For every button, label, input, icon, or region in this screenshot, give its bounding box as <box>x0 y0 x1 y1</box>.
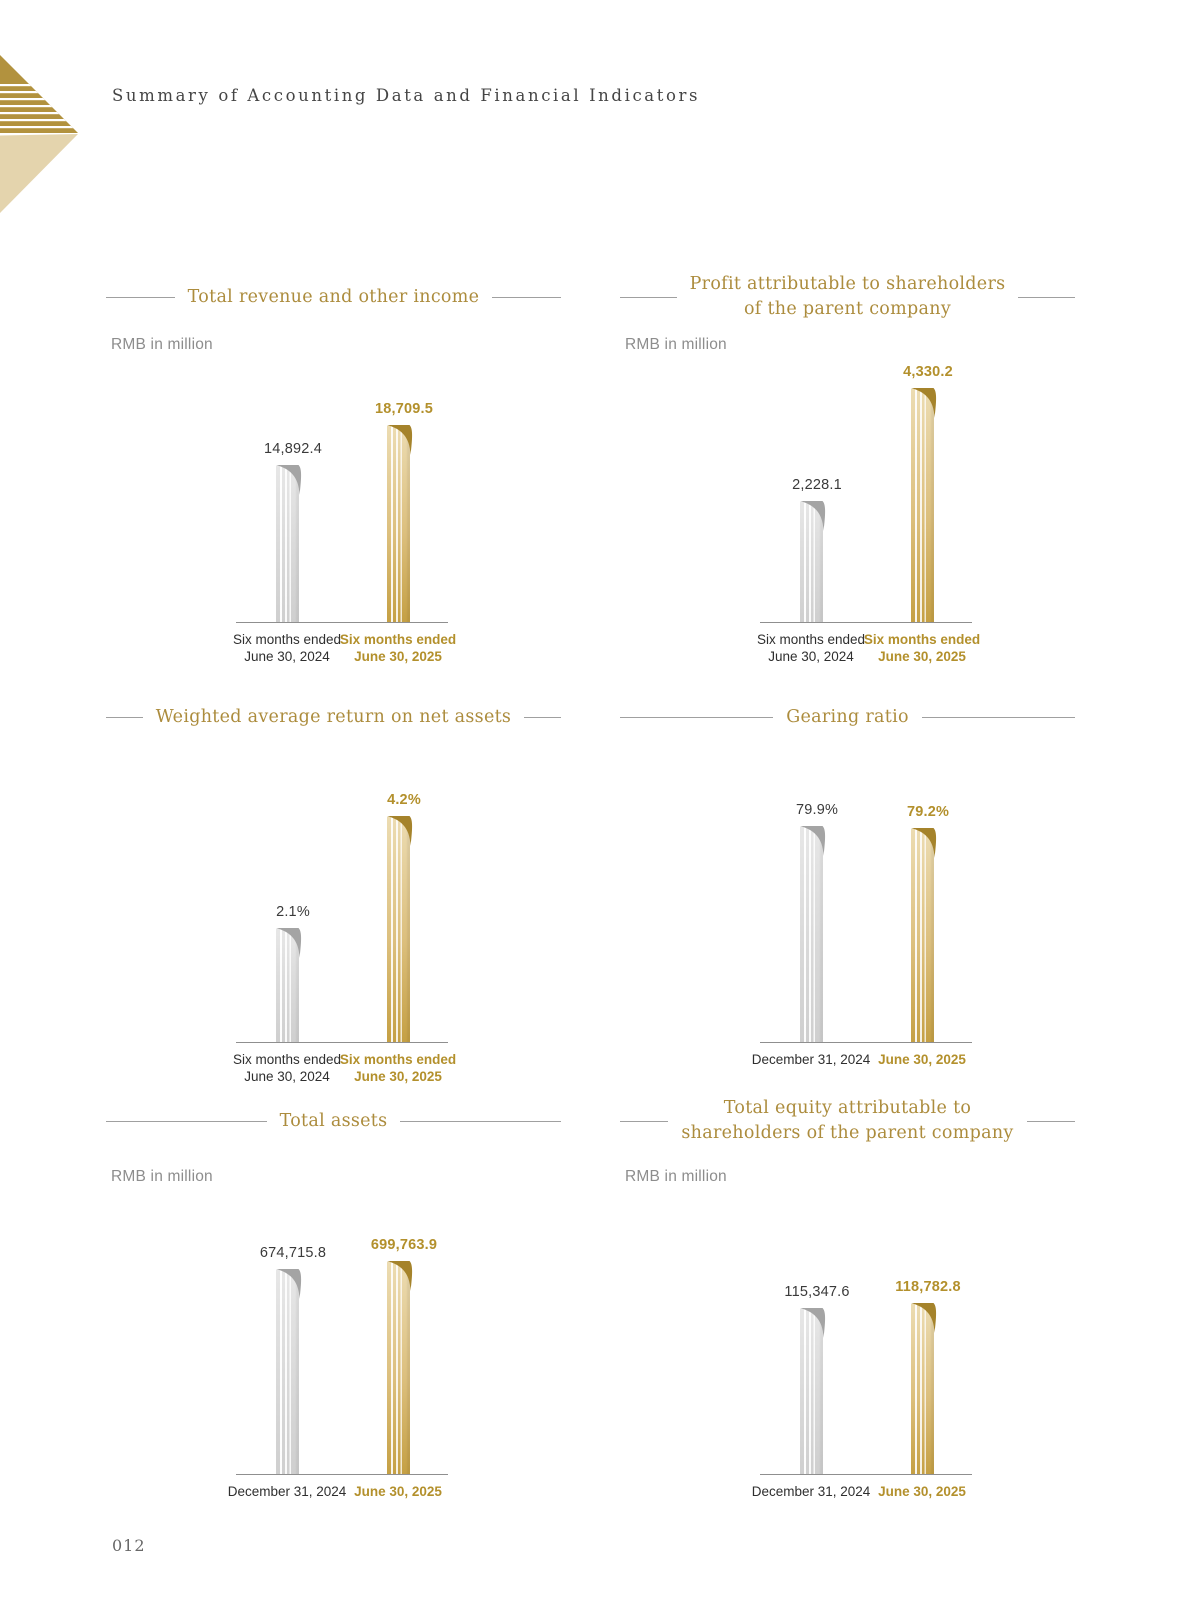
x-axis-label-2024: Six months ended June 30, 2024 <box>232 632 342 664</box>
x-axis-label-2024: Six months ended June 30, 2024 <box>232 1052 342 1084</box>
bar-value-label: 115,347.6 <box>784 1284 850 1300</box>
x-axis-line <box>760 1474 972 1475</box>
x-axis-label-2025: June 30, 2025 <box>354 1484 442 1499</box>
chart-title <box>188 285 480 310</box>
chart-unit-label: RMB in million <box>111 1168 213 1185</box>
bar-value-label: 14,892.4 <box>263 441 323 457</box>
bar-curl-ornament <box>800 826 828 858</box>
chart-title <box>786 705 909 730</box>
title-rule-right <box>1018 297 1075 298</box>
chart-plot-area <box>620 1210 1075 1475</box>
bar-curl-ornament <box>387 425 415 457</box>
chart-title-line: Profit attributable to shareholders <box>689 274 1006 294</box>
chart-total-revenue-and-other-income <box>106 268 561 668</box>
x-axis-label-2024: December 31, 2024 <box>751 1484 871 1499</box>
x-axis-line <box>760 1042 972 1043</box>
bar-curl-ornament <box>387 1261 415 1293</box>
title-rule-left <box>106 1121 267 1122</box>
bar-curl-ornament <box>911 1303 939 1335</box>
chart-total-assets <box>106 1092 561 1512</box>
chart-title-row <box>106 268 561 326</box>
decoration-beige-triangle <box>0 134 78 213</box>
bar-gray <box>276 929 299 1042</box>
bar-curl-ornament <box>911 828 939 860</box>
title-rule-right <box>524 717 561 718</box>
x-axis-line <box>236 622 448 623</box>
chart-title-row <box>620 268 1075 326</box>
x-axis-line <box>236 1042 448 1043</box>
bar-gray <box>800 1309 823 1474</box>
chart-profit-attributable-to-shareholders <box>620 268 1075 668</box>
chart-unit-label: RMB in million <box>111 336 213 353</box>
chart-plot-area <box>620 358 1075 623</box>
bar-curl-ornament <box>387 816 415 848</box>
chart-unit-label: RMB in million <box>625 336 727 353</box>
title-rule-left <box>106 297 175 298</box>
title-rule-left <box>620 297 677 298</box>
chart-gearing-ratio <box>620 688 1075 1088</box>
chart-title-row <box>106 688 561 746</box>
chart-plot-area <box>620 778 1075 1043</box>
x-axis-label-2025: Six months ended June 30, 2025 <box>339 1052 457 1084</box>
bar-value-label: 79.9% <box>795 802 839 818</box>
chart-title-row <box>106 1092 561 1150</box>
bar-gold <box>387 1262 410 1474</box>
bar-value-label: 2.1% <box>276 904 310 920</box>
bar-value-label: 79.2% <box>906 804 950 820</box>
bar-value-label: 4,330.2 <box>903 364 953 380</box>
bar-value-label: 674,715.8 <box>259 1245 327 1261</box>
title-rule-left <box>620 1121 668 1122</box>
x-axis-label-2024: Six months ended June 30, 2024 <box>756 632 866 664</box>
bar-curl-ornament <box>911 388 939 420</box>
bar-value-label: 118,782.8 <box>895 1279 961 1295</box>
chart-weighted-average-return-on-net-assets <box>106 688 561 1088</box>
bar-gold <box>911 389 934 622</box>
bar-gold <box>911 1304 934 1474</box>
bar-value-label: 18,709.5 <box>374 401 434 417</box>
bar-curl-ornament <box>276 465 304 497</box>
chart-title <box>690 272 1006 322</box>
bar-gold <box>387 426 410 622</box>
x-axis-label-2025: June 30, 2025 <box>878 1052 966 1067</box>
x-axis-label-2025: Six months ended June 30, 2025 <box>863 632 981 664</box>
bar-value-label: 2,228.1 <box>792 477 842 493</box>
bar-value-label: 4.2% <box>387 792 421 808</box>
x-axis-label-2025: Six months ended June 30, 2025 <box>339 632 457 664</box>
bar-gray <box>800 502 823 622</box>
chart-title <box>681 1096 1013 1146</box>
chart-title-row <box>620 1092 1075 1150</box>
corner-triangle-decoration <box>0 45 80 215</box>
chart-title <box>156 705 511 730</box>
chart-title-line: Total equity attributable to <box>723 1098 972 1118</box>
bar-gold <box>911 829 934 1042</box>
chart-title-row <box>620 688 1075 746</box>
title-rule-right <box>1027 1121 1075 1122</box>
chart-unit-label: RMB in million <box>625 1168 727 1185</box>
x-axis-line <box>760 622 972 623</box>
x-axis-line <box>236 1474 448 1475</box>
bar-curl-ornament <box>800 501 828 533</box>
title-rule-right <box>922 717 1075 718</box>
title-rule-left <box>620 717 773 718</box>
title-rule-right <box>400 1121 561 1122</box>
bar-value-label: 699,763.9 <box>370 1237 438 1253</box>
chart-title <box>280 1109 388 1134</box>
title-rule-right <box>492 297 561 298</box>
chart-title-line: Total assets <box>279 1110 388 1131</box>
chart-total-equity-attributable-to-shareholders <box>620 1092 1075 1512</box>
x-axis-label-2025: June 30, 2025 <box>878 1484 966 1499</box>
chart-title-line: Weighted average return on net assets <box>155 706 512 727</box>
chart-title-line: of the parent company <box>743 299 952 319</box>
chart-plot-area <box>106 778 561 1043</box>
chart-plot-area <box>106 358 561 623</box>
title-rule-left <box>106 717 143 718</box>
page-title: Summary of Accounting Data and Financial Indicators <box>112 86 701 105</box>
x-axis-label-2024: December 31, 2024 <box>227 1484 347 1499</box>
bar-curl-ornament <box>276 928 304 960</box>
x-axis-label-2024: December 31, 2024 <box>751 1052 871 1067</box>
bar-curl-ornament <box>800 1308 828 1340</box>
bar-gray <box>276 1270 299 1474</box>
bar-gray <box>800 827 823 1042</box>
chart-plot-area <box>106 1210 561 1475</box>
chart-title-line: Total revenue and other income <box>187 286 480 307</box>
page-number: 012 <box>112 1536 146 1555</box>
decoration-dark-triangle <box>0 55 78 133</box>
chart-title-line: Gearing ratio <box>786 706 909 727</box>
bar-gold <box>387 817 410 1042</box>
chart-title-line: shareholders of the parent company <box>681 1123 1014 1143</box>
bar-curl-ornament <box>276 1269 304 1301</box>
bar-gray <box>276 466 299 622</box>
